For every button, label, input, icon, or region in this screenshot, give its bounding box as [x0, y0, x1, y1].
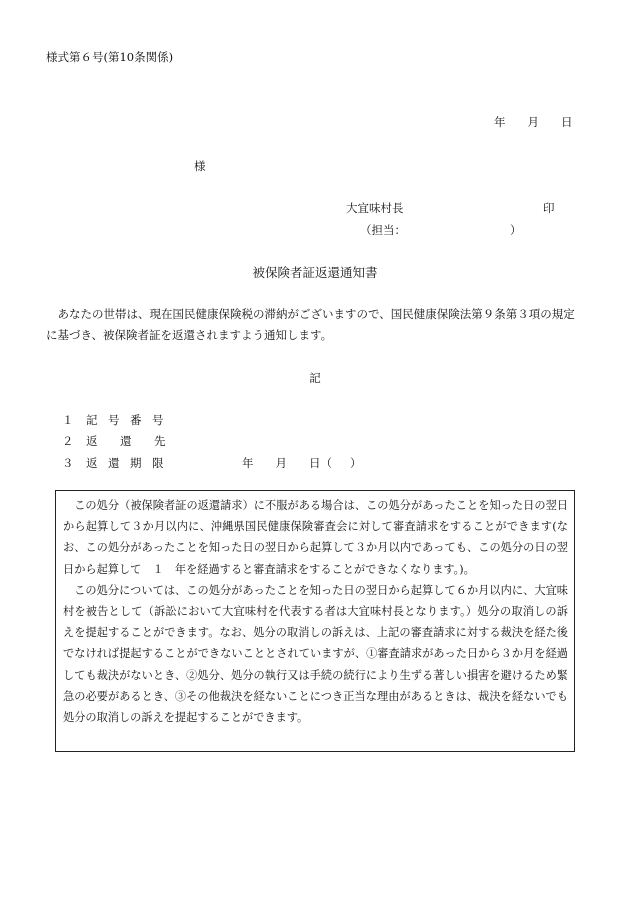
deadline-month: 月: [275, 456, 287, 470]
body-paragraph: あなたの世帯は、現在国民健康保険税の滞納がございますので、国民健康保険法第９条第３項の規定に基づき、被保険者証を返還されますよう通知します。: [46, 307, 575, 342]
appeal-notice-paragraph-1: この処分（被保険者証の返還請求）に不服がある場合は、この処分があったことを知った日の翌日から起算して３か月以内に、沖縄県国民健康保険審査会に対して審査請求をすることができます(なお、この処分があったことを知った日の翌日から起算して３か月以内であっても、この処分の日の翌日から起算して １ 年を経過すると審査請求をすることができなくなります。)。: [63, 499, 568, 576]
contact-open: （担当：: [360, 223, 406, 237]
item-label-char: 期: [130, 456, 142, 470]
item-label-char: 還: [120, 434, 132, 448]
item-label-char: 番: [130, 413, 142, 427]
item-label-char: 号: [152, 413, 164, 427]
item-number: ３: [62, 456, 74, 470]
month-label: 月: [527, 115, 539, 129]
item-number: １: [62, 413, 74, 427]
day-label: 日: [561, 115, 573, 129]
item-label-char: 限: [152, 456, 164, 470]
item-label-char: 先: [154, 434, 166, 448]
deadline-paren-open: （: [320, 456, 332, 470]
contact-line: [360, 222, 522, 238]
note-mark: 記: [309, 371, 321, 385]
deadline-paren-close: ）: [350, 456, 362, 470]
contact-close: ）: [510, 223, 522, 237]
document-title: 被保険者証返還通知書: [252, 265, 378, 280]
deadline-year: 年: [242, 456, 254, 470]
addressee-suffix: 様: [194, 159, 206, 173]
issue-date: [494, 114, 573, 130]
item-record-number: [62, 412, 174, 428]
year-label: 年: [494, 115, 506, 129]
appeal-notice-box: [55, 490, 575, 752]
item-label-char: 返: [86, 456, 98, 470]
seal-mark: 印: [543, 201, 555, 215]
item-label-char: 記: [86, 413, 98, 427]
form-number: 様式第６号(第10条関係): [46, 50, 174, 64]
deadline-date: [242, 455, 362, 471]
item-label-char: 返: [86, 434, 98, 448]
issuer-name: 大宜味村長: [346, 201, 404, 215]
item-return-destination: [62, 433, 188, 449]
item-number: ２: [62, 434, 74, 448]
item-return-deadline: [62, 455, 174, 471]
item-label-char: 還: [108, 456, 120, 470]
deadline-day: 日: [309, 456, 321, 470]
appeal-notice-paragraph-2: この処分については、この処分があったことを知った日の翌日から起算して６か月以内に、大宜味村を被告として（訴訟において大宜味村を代表する者は大宜味村長となります。）処分の取消しの訴えを提起することができます。なお、処分の取消しの訴えは、上記の審査請求に対する裁決を経た後でなければ提起することができないこととされていますが、①審査請求があった日から３か月を経過しても裁決がないとき、②処分、処分の執行又は手続の続行により生ずる著しい損害を避けるため緊急の必要があるとき、③その他裁決を経ないことにつき正当な理由があるときは、裁決を経ないでも処分の取消しの訴えを提起することができます。: [63, 583, 568, 725]
item-label-char: 号: [108, 413, 120, 427]
